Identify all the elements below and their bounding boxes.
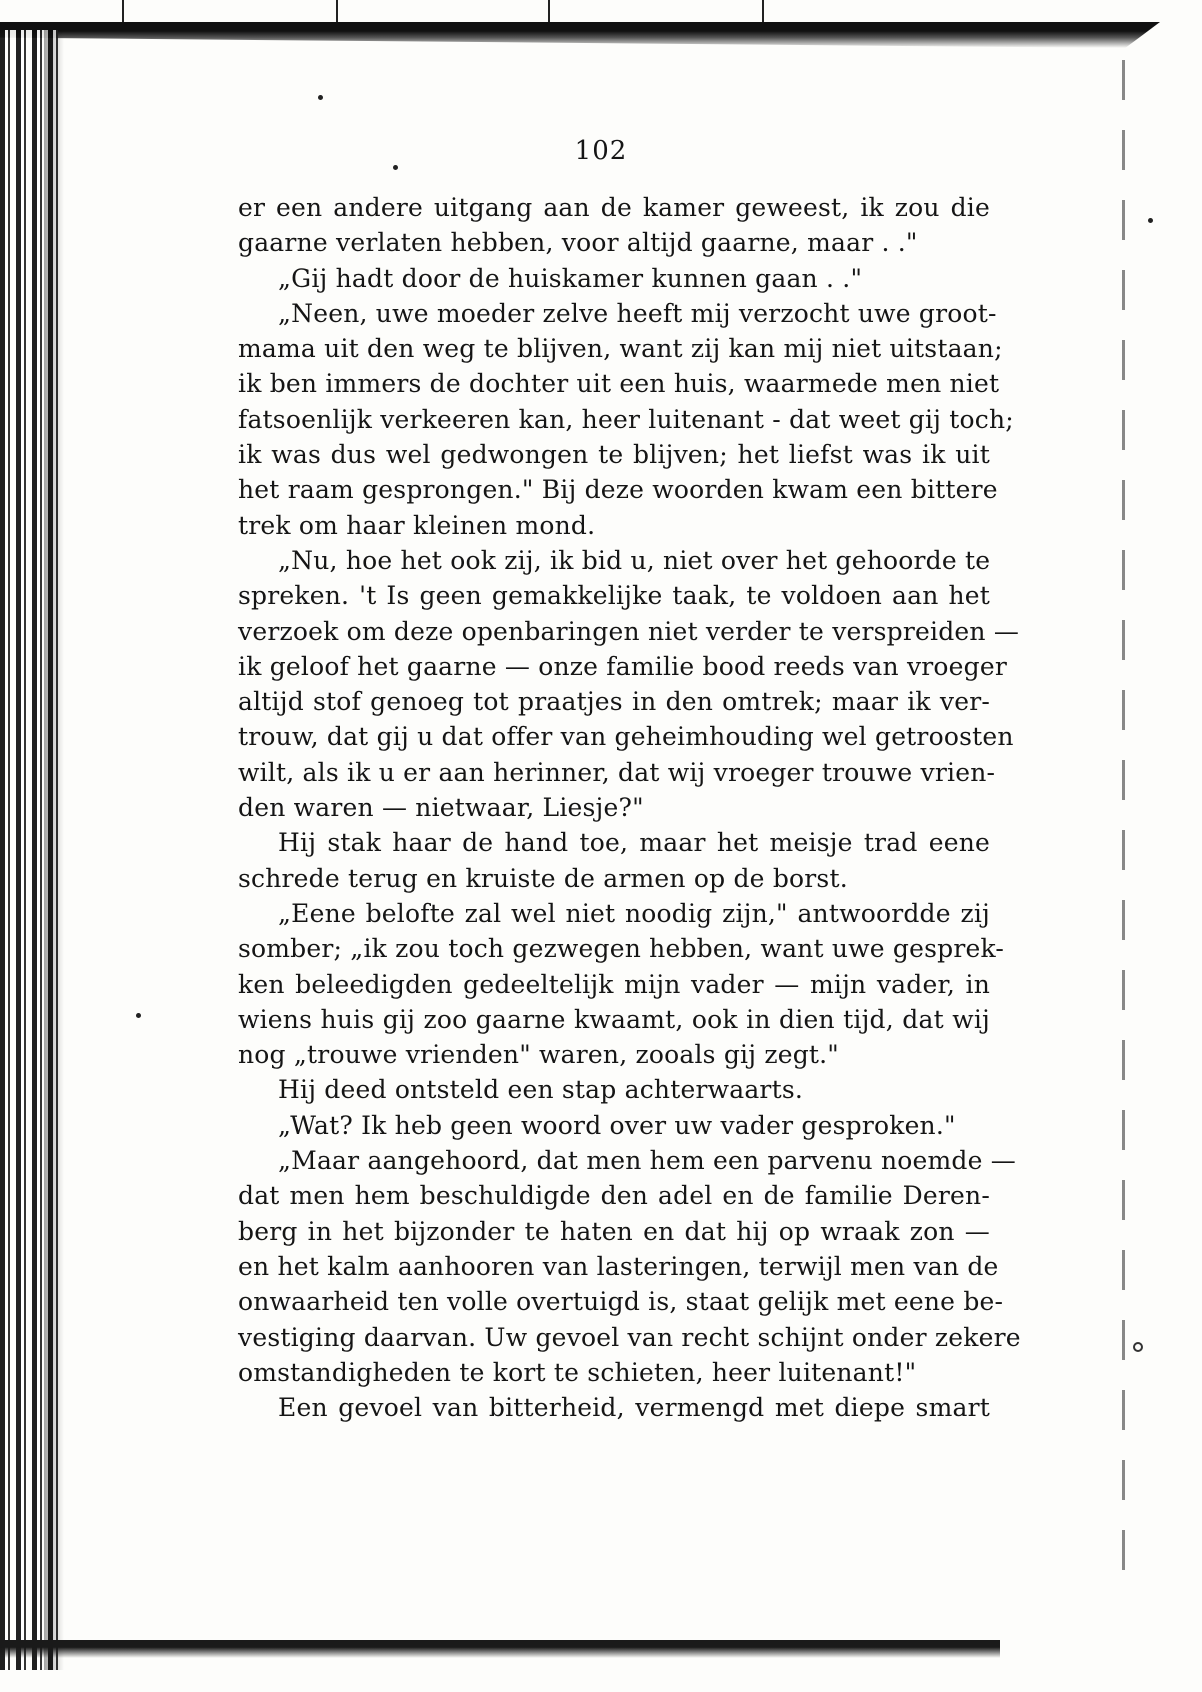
text-line: en het kalm aanhooren van lasteringen, terwijl men van de bbox=[238, 1251, 999, 1281]
text-line: onwaarheid ten volle overtuigd is, staat gelijk met eene be- bbox=[238, 1287, 1004, 1317]
text-line: trouw, dat gij u dat offer van geheimhouding wel getroosten bbox=[238, 722, 1014, 752]
scan-tick bbox=[762, 0, 764, 22]
text-line: „Nu, hoe het ook zij, ik bid u, niet over het gehoorde te bbox=[278, 545, 991, 575]
text-line: er een andere uitgang aan de kamer geweest, ik zou die bbox=[238, 193, 990, 222]
text-line: ken beleedigden gedeeltelijk mijn vader — mijn vader, in bbox=[238, 969, 990, 999]
scan-speck bbox=[136, 1013, 141, 1018]
scan-edge-bottom bbox=[0, 1640, 1000, 1658]
text-line: schrede terug en kruiste de armen op de borst. bbox=[238, 863, 848, 893]
text-line: somber; „ik zou toch gezwegen hebben, want uwe gesprek- bbox=[238, 934, 1005, 964]
text-line: „Gij hadt door de huiskamer kunnen gaan . ." bbox=[278, 263, 863, 293]
text-line: omstandigheden te kort te schieten, heer luitenant!" bbox=[238, 1357, 917, 1387]
text-line: ik ben immers de dochter uit een huis, waarmede men niet bbox=[238, 369, 1000, 399]
text-line: „Maar aangehoord, dat men hem een parvenu noemde — bbox=[278, 1146, 1016, 1176]
text-line: nog „trouwe vrienden" waren, zooals gij zegt." bbox=[238, 1040, 840, 1070]
text-line: ik was dus wel gedwongen te blijven; het liefst was ik uit bbox=[238, 440, 990, 470]
text-line: het raam gesprongen." Bij deze woorden kwam een bittere bbox=[238, 475, 998, 505]
body-text bbox=[238, 190, 1021, 1425]
text-line: Hij deed ontsteld een stap achterwaarts. bbox=[278, 1075, 804, 1105]
text-line: verzoek om deze openbaringen niet verder te verspreiden — bbox=[238, 616, 1020, 646]
scan-tick bbox=[548, 0, 550, 22]
text-line: „Neen, uwe moeder zelve heeft mij verzocht uwe groot- bbox=[278, 298, 997, 328]
text-line: altijd stof genoeg tot praatjes in den omtrek; maar ik ver- bbox=[238, 687, 990, 717]
text-line: vestiging daarvan. Uw gevoel van recht schijnt onder zekere bbox=[238, 1322, 1021, 1352]
scan-tick bbox=[336, 0, 338, 22]
scan-speck bbox=[318, 95, 323, 100]
text-line: mama uit den weg te blijven, want zij kan mij niet uitstaan; bbox=[238, 334, 1003, 364]
scan-shadow-left bbox=[44, 30, 64, 1670]
scan-edge-top bbox=[0, 22, 1160, 48]
text-line: ik geloof het gaarne — onze familie bood reeds van vroeger bbox=[238, 651, 1008, 681]
text-line: trek om haar kleinen mond. bbox=[238, 510, 596, 540]
text-line: Hij stak haar de hand toe, maar het meisje trad eene bbox=[278, 828, 990, 858]
text-line: berg in het bijzonder te haten en dat hij op wraak zon — bbox=[238, 1216, 990, 1246]
text-line: den waren — nietwaar, Liesje?" bbox=[238, 793, 644, 823]
text-line: wiens huis gij zoo gaarne kwaamt, ook in dien tijd, dat wij bbox=[238, 1004, 990, 1034]
text-line: „Wat? Ik heb geen woord over uw vader gesproken." bbox=[278, 1110, 956, 1140]
text-line: spreken. 't Is geen gemakkelijke taak, te voldoen aan het bbox=[238, 581, 990, 611]
page-number: 102 bbox=[574, 136, 628, 166]
text-line: gaarne verlaten hebben, voor altijd gaarne, maar . ." bbox=[238, 228, 918, 258]
scan-mark bbox=[1133, 1342, 1143, 1352]
text-line: Een gevoel van bitterheid, vermengd met diepe smart bbox=[278, 1393, 990, 1423]
text-line: dat men hem beschuldigde den adel en de familie Deren- bbox=[238, 1181, 990, 1211]
text-line: fatsoenlijk verkeeren kan, heer luitenant - dat weet gij toch; bbox=[238, 404, 1014, 434]
text-line: „Eene belofte zal wel niet noodig zijn," antwoordde zij bbox=[278, 898, 990, 928]
scan-edge-right bbox=[1122, 60, 1125, 1600]
scan-tick bbox=[122, 0, 124, 22]
text-line: wilt, als ik u er aan herinner, dat wij vroeger trouwe vrien- bbox=[238, 757, 996, 787]
scan-speck bbox=[1148, 218, 1153, 223]
